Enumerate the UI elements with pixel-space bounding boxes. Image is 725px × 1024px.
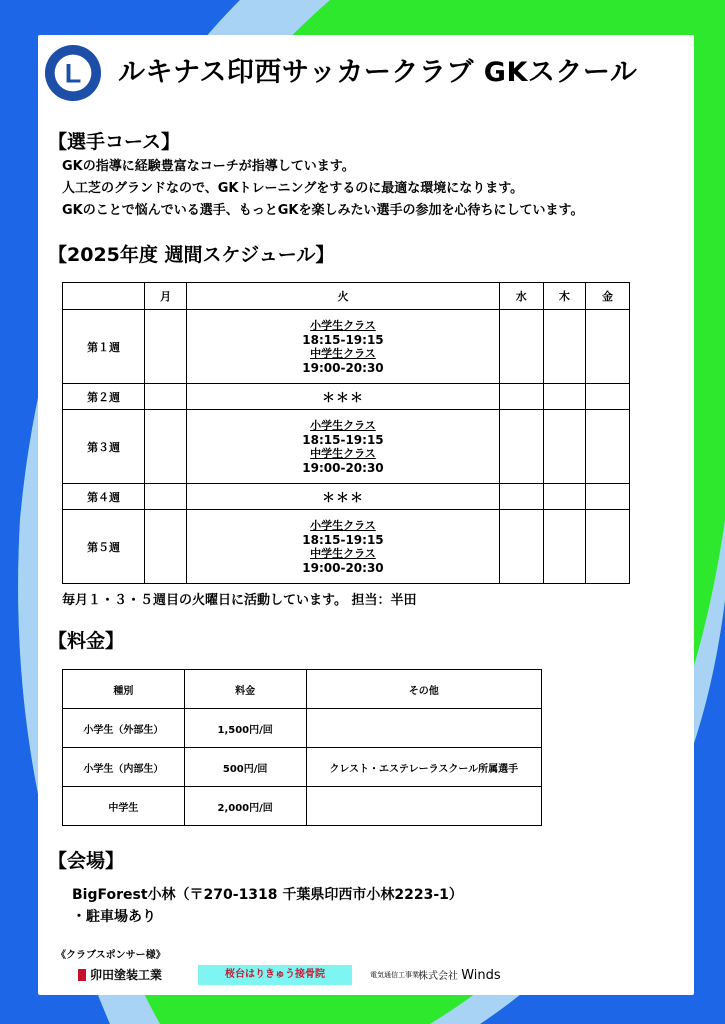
course-line-3: GKのことで悩んでいる選手、もっとGKを楽しみたい選手の参加を心待ちにしています。 bbox=[62, 203, 584, 218]
sponsor-heading: 《クラブスポンサー様》 bbox=[56, 950, 166, 961]
schedule-row-week2 bbox=[63, 384, 630, 410]
header-price: 料金 bbox=[184, 670, 306, 709]
schedule-row-week5 bbox=[63, 510, 630, 584]
fee-row bbox=[63, 787, 542, 826]
class-time: 19:00-20:30 bbox=[302, 360, 384, 375]
fee-row bbox=[63, 709, 542, 748]
fee-other bbox=[306, 787, 541, 826]
header-thu: 木 bbox=[543, 283, 585, 310]
fee-price: 2,000円/回 bbox=[184, 787, 306, 826]
page-title: ルキナス印西サッカークラブ GKスクール bbox=[118, 57, 638, 88]
venue-info bbox=[72, 884, 463, 928]
sponsor-denki: 電気通信工事業 bbox=[370, 971, 419, 979]
tuesday-cell bbox=[187, 310, 500, 384]
venue-address: BigForest小林（〒270-1318 千葉県印西市小林2223-1） bbox=[72, 887, 463, 903]
venue-heading: 【会場】 bbox=[48, 850, 125, 872]
course-heading: 【選手コース】 bbox=[48, 131, 181, 153]
course-description bbox=[62, 156, 583, 222]
header-fri: 金 bbox=[585, 283, 629, 310]
fee-heading: 【料金】 bbox=[48, 630, 125, 652]
class-name: 中学生クラス bbox=[310, 446, 376, 460]
venue-parking: ・駐車場あり bbox=[72, 909, 156, 925]
fee-table bbox=[62, 669, 542, 826]
schedule-row-week3 bbox=[63, 410, 630, 484]
header-other: その他 bbox=[306, 670, 541, 709]
brush-icon bbox=[78, 969, 86, 981]
header-wed: 水 bbox=[499, 283, 543, 310]
header-blank bbox=[63, 283, 145, 310]
no-session-mark: ＊＊＊ bbox=[187, 484, 500, 510]
class-name: 小学生クラス bbox=[310, 418, 376, 432]
class-name: 中学生クラス bbox=[310, 346, 376, 360]
sponsor-prefix: 株式会社 bbox=[418, 971, 458, 982]
class-name: 小学生クラス bbox=[310, 318, 376, 332]
week-label: 第５週 bbox=[63, 510, 145, 584]
club-logo bbox=[44, 44, 102, 102]
fee-type: 中学生 bbox=[63, 787, 185, 826]
class-time: 19:00-20:30 bbox=[302, 460, 384, 475]
course-line-2: 人工芝のグランドなので、GKトレーニングをするのに最適な環境になります。 bbox=[62, 181, 524, 196]
header-tue: 火 bbox=[187, 283, 500, 310]
schedule-row-week1 bbox=[63, 310, 630, 384]
fee-other: クレスト・エステレーラスクール所属選手 bbox=[306, 748, 541, 787]
fee-row bbox=[63, 748, 542, 787]
sponsor-winds bbox=[418, 967, 501, 983]
fee-price: 500円/回 bbox=[184, 748, 306, 787]
sponsor-sakuradai: 桜台はりきゅう接骨院 bbox=[198, 965, 352, 985]
tuesday-cell bbox=[187, 410, 500, 484]
fee-type: 小学生（外部生） bbox=[63, 709, 185, 748]
sponsor-udatosou bbox=[78, 966, 162, 983]
fee-other bbox=[306, 709, 541, 748]
schedule-header-row bbox=[63, 283, 630, 310]
header-type: 種別 bbox=[63, 670, 185, 709]
week-label: 第３週 bbox=[63, 410, 145, 484]
week-label: 第１週 bbox=[63, 310, 145, 384]
fee-type: 小学生（内部生） bbox=[63, 748, 185, 787]
class-time: 19:00-20:30 bbox=[302, 560, 384, 575]
class-time: 18:15-19:15 bbox=[302, 532, 384, 547]
class-name: 中学生クラス bbox=[310, 546, 376, 560]
fee-price: 1,500円/回 bbox=[184, 709, 306, 748]
week-label: 第４週 bbox=[63, 484, 145, 510]
header-mon: 月 bbox=[145, 283, 187, 310]
schedule-note: 毎月１・３・５週目の火曜日に活動しています。 担当：半田 bbox=[62, 593, 417, 608]
logo-letter: L bbox=[64, 58, 82, 89]
course-line-1: GKの指導に経験豊富なコーチが指導しています。 bbox=[62, 159, 355, 174]
fee-header-row bbox=[63, 670, 542, 709]
schedule-heading: 【2025年度 週間スケジュール】 bbox=[48, 244, 335, 266]
class-time: 18:15-19:15 bbox=[302, 432, 384, 447]
schedule-table bbox=[62, 282, 630, 584]
schedule-row-week4 bbox=[63, 484, 630, 510]
week-label: 第２週 bbox=[63, 384, 145, 410]
tuesday-cell bbox=[187, 510, 500, 584]
class-name: 小学生クラス bbox=[310, 518, 376, 532]
class-time: 18:15-19:15 bbox=[302, 332, 384, 347]
sponsor-name: Winds bbox=[461, 968, 501, 983]
no-session-mark: ＊＊＊ bbox=[187, 384, 500, 410]
sponsor-name: 卯田塗装工業 bbox=[90, 968, 163, 982]
